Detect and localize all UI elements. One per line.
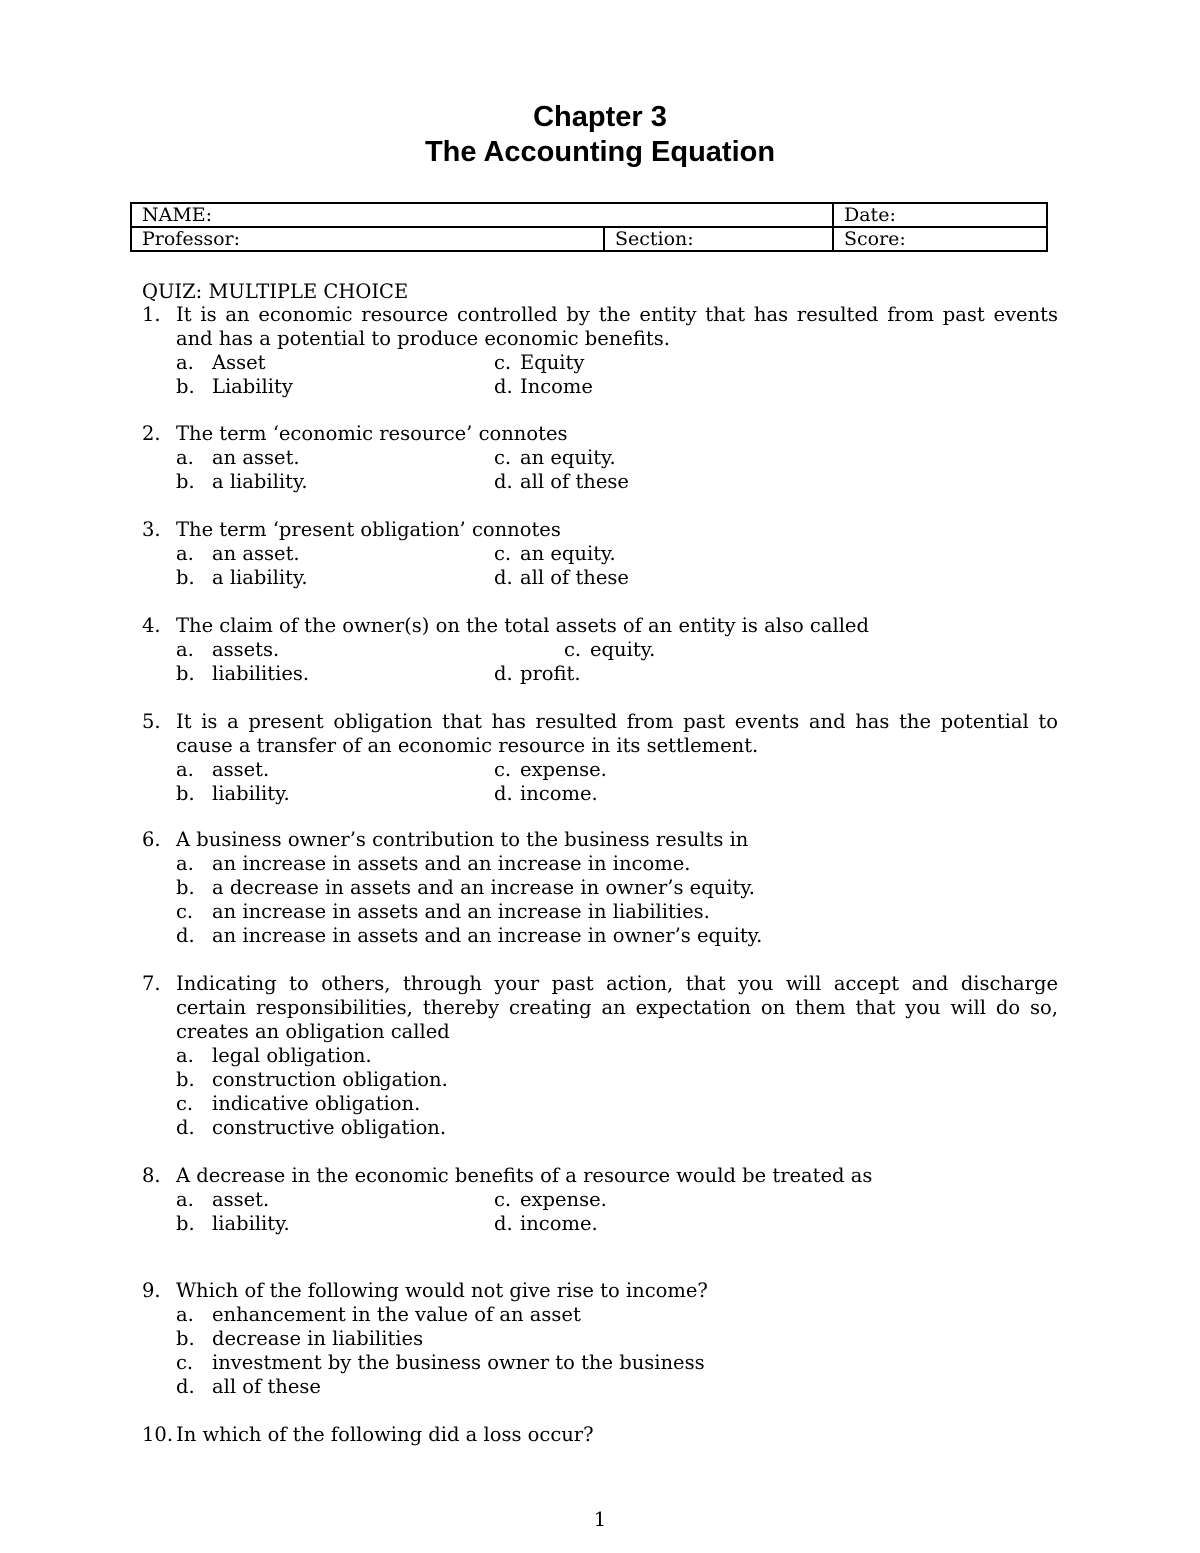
professor-field[interactable]: Professor: (131, 227, 604, 251)
chapter-number: Chapter 3 (533, 101, 667, 133)
question-text: Which of the following would not give rise to income? (176, 1279, 708, 1302)
option-b[interactable]: b. a liability. (176, 566, 308, 589)
option-c[interactable]: c. an increase in assets and an increase in liabilities. (176, 900, 710, 923)
option-c[interactable]: c. an equity. (494, 542, 616, 565)
name-field[interactable]: NAME: (131, 203, 833, 227)
option-d[interactable]: d. constructive obligation. (176, 1116, 447, 1139)
score-field[interactable]: Score: (833, 227, 1047, 251)
option-d[interactable]: d. Income (494, 375, 593, 398)
option-c[interactable]: c. expense. (494, 1188, 607, 1211)
option-b[interactable]: b. construction obligation. (176, 1068, 448, 1091)
option-a[interactable]: a. legal obligation. (176, 1044, 372, 1067)
question-9 (142, 1279, 1058, 1399)
option-b[interactable]: b. Liability (176, 375, 293, 398)
question-number: 1. (142, 303, 161, 326)
question-number: 5. (142, 710, 161, 733)
question-4 (142, 614, 1058, 686)
option-b[interactable]: b. a liability. (176, 470, 308, 493)
option-d[interactable]: d. income. (494, 782, 598, 805)
chapter-title: The Accounting Equation (424, 136, 776, 168)
option-c[interactable]: c. investment by the business owner to the business (176, 1351, 705, 1374)
question-3 (142, 518, 1058, 590)
question-text: It is a present obligation that has resulted from past events and has the potential to cause a transfer of an economic resource in its settlement. (176, 710, 1058, 757)
question-number: 2. (142, 422, 161, 445)
option-d[interactable]: d. all of these (494, 470, 629, 493)
option-c[interactable]: c. an equity. (494, 446, 616, 469)
option-c[interactable]: c. indicative obligation. (176, 1092, 421, 1115)
question-1 (142, 303, 1058, 399)
option-b[interactable]: b. a decrease in assets and an increase in owner’s equity. (176, 876, 755, 899)
option-c[interactable]: c. expense. (494, 758, 607, 781)
option-d[interactable]: d. all of these (176, 1375, 321, 1398)
page-number: 1 (593, 1508, 607, 1531)
option-a[interactable]: a. an increase in assets and an increase in income. (176, 852, 691, 875)
section-field[interactable]: Section: (604, 227, 833, 251)
question-text: Indicating to others, through your past action, that you will accept and discharge certain responsibilities, thereby creating an expectation on them that you will do so, creates an obligation called (176, 972, 1058, 1043)
question-7 (142, 972, 1058, 1140)
option-d[interactable]: d. income. (494, 1212, 598, 1235)
option-c[interactable]: c. equity. (564, 638, 656, 661)
question-number: 10. (142, 1423, 174, 1446)
option-a[interactable]: a. an asset. (176, 542, 300, 565)
student-info-table (130, 202, 1048, 252)
question-number: 6. (142, 828, 161, 851)
option-a[interactable]: a. an asset. (176, 446, 300, 469)
option-a[interactable]: a. Asset (176, 351, 266, 374)
question-text: The term ‘economic resource’ connotes (176, 422, 568, 445)
question-text: A business owner’s contribution to the business results in (176, 828, 749, 851)
question-10 (142, 1423, 1058, 1447)
question-text: It is an economic resource controlled by the entity that has resulted from past events and has a potential to produce economic benefits. (176, 303, 1058, 350)
option-b[interactable]: b. decrease in liabilities (176, 1327, 424, 1350)
question-2 (142, 422, 1058, 494)
question-text: A decrease in the economic benefits of a resource would be treated as (176, 1164, 873, 1187)
question-6 (142, 828, 1058, 948)
question-number: 7. (142, 972, 161, 995)
question-5 (142, 710, 1058, 806)
question-number: 9. (142, 1279, 161, 1302)
option-b[interactable]: b. liability. (176, 782, 290, 805)
option-a[interactable]: a. asset. (176, 758, 270, 781)
option-d[interactable]: d. profit. (494, 662, 581, 685)
option-a[interactable]: a. enhancement in the value of an asset (176, 1303, 581, 1326)
question-number: 3. (142, 518, 161, 541)
option-d[interactable]: d. an increase in assets and an increase in owner’s equity. (176, 924, 763, 947)
option-c[interactable]: c. Equity (494, 351, 585, 374)
date-field[interactable]: Date: (833, 203, 1047, 227)
option-b[interactable]: b. liabilities. (176, 662, 310, 685)
question-number: 8. (142, 1164, 161, 1187)
question-8 (142, 1164, 1058, 1236)
quiz-heading: QUIZ: MULTIPLE CHOICE (142, 280, 409, 303)
question-text: The claim of the owner(s) on the total assets of an entity is also called (176, 614, 869, 637)
question-text: In which of the following did a loss occur? (176, 1423, 594, 1446)
question-number: 4. (142, 614, 161, 637)
option-a[interactable]: a. assets. (176, 638, 280, 661)
option-a[interactable]: a. asset. (176, 1188, 270, 1211)
option-b[interactable]: b. liability. (176, 1212, 290, 1235)
question-text: The term ‘present obligation’ connotes (176, 518, 561, 541)
option-d[interactable]: d. all of these (494, 566, 629, 589)
